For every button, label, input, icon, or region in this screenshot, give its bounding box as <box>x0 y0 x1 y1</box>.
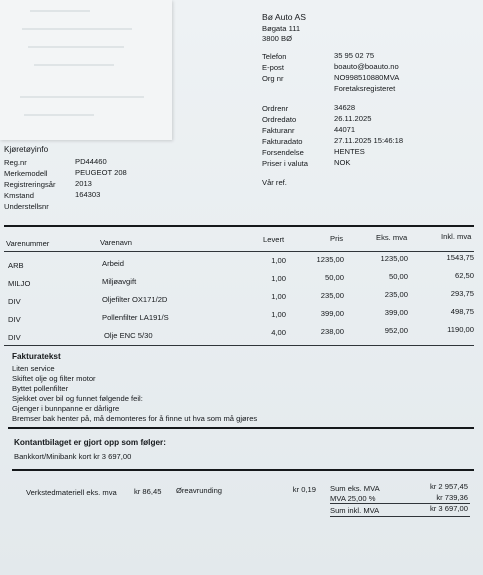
regnr-label: Reg.nr <box>4 158 27 167</box>
register-text: Foretaksregisteret <box>334 84 396 93</box>
fakturatekst-line: Gjenger i bunnpanne er dårligre <box>12 404 120 413</box>
sum-inkl-value: kr 3 697,00 <box>430 504 468 513</box>
payment-top-rule <box>8 427 474 429</box>
table-row-eks: 952,00 <box>384 326 408 335</box>
merke-label: Merkemodell <box>4 169 48 178</box>
email-value: boauto@boauto.no <box>334 62 399 71</box>
fakturatekst-line: Sjekket over bil og funnet følgende feil: <box>12 394 143 403</box>
var-ref-label: Vår ref. <box>262 178 287 187</box>
fakturadato-value: 27.11.2025 15:46:18 <box>334 136 404 145</box>
valuta-label: Priser i valuta <box>262 159 309 168</box>
table-row-inkl: 498,75 <box>450 307 474 316</box>
table-row-nr: DIV <box>8 315 21 324</box>
fakturadato-label: Fakturadato <box>262 137 303 146</box>
table-row-levert: 1,00 <box>271 292 286 301</box>
sum-eks-label: Sum eks. MVA <box>330 484 380 493</box>
oreavrunding-value: kr 0,19 <box>292 485 316 494</box>
sum-bottom-rule <box>330 516 470 517</box>
col-inkl-mva: Inkl. mva <box>441 232 472 241</box>
col-varenummer: Varenummer <box>6 239 50 248</box>
table-row-pris: 1235,00 <box>316 255 344 264</box>
table-row-inkl: 1543,75 <box>446 253 474 262</box>
km-value: 164303 <box>75 190 101 199</box>
fakturatekst-line: Bremser bak henter på, må demonteres for å finne ut hva som må gjøres <box>12 414 258 423</box>
valuta-value: NOK <box>334 158 351 167</box>
phone-label: Telefon <box>262 52 287 61</box>
table-row-levert: 1,00 <box>271 256 286 265</box>
fakturatekst-line: Byttet pollenfilter <box>12 384 69 393</box>
fakturanr-value: 44071 <box>334 125 356 134</box>
ordrenr-label: Ordrenr <box>262 104 289 113</box>
email-label: E-post <box>262 63 284 72</box>
org-value: NO998510880MVA <box>334 73 400 82</box>
fakturanr-label: Fakturanr <box>262 126 295 135</box>
table-row-navn: Olje ENC 5/30 <box>104 331 153 340</box>
mva-label: MVA 25,00 % <box>330 494 376 503</box>
col-varenavn: Varenavn <box>100 238 132 247</box>
company-name: Bø Auto AS <box>262 12 306 22</box>
col-eks-mva: Eks. mva <box>376 233 408 242</box>
sum-inkl-label: Sum inkl. MVA <box>330 506 380 515</box>
phone-value: 35 95 02 75 <box>334 51 375 60</box>
table-row-nr: ARB <box>8 261 24 270</box>
fakturatekst-line: Skiftet olje og filter motor <box>12 374 96 383</box>
forsendelse-label: Forsendelse <box>262 148 304 157</box>
company-city: 3800 BØ <box>262 34 292 43</box>
payment-line: Bankkort/Minibank kort kr 3 697,00 <box>14 452 132 461</box>
verksted-value: kr 86,45 <box>134 487 162 496</box>
aar-label: Registreringsår <box>4 180 56 189</box>
payment-heading: Kontantbilaget er gjort opp som følger: <box>14 438 166 447</box>
ordredato-label: Ordredato <box>262 115 297 124</box>
totals-top-rule <box>12 469 474 471</box>
table-header-rule <box>4 251 474 252</box>
table-row-eks: 399,00 <box>384 308 408 317</box>
aar-value: 2013 <box>75 179 92 188</box>
company-street: Bøgata 111 <box>262 24 301 33</box>
ordredato-value: 26.11.2025 <box>334 114 372 123</box>
table-row-inkl: 62,50 <box>454 271 474 280</box>
mva-value: kr 739,36 <box>436 493 468 502</box>
merke-value: PEUGEOT 208 <box>75 168 127 177</box>
col-pris: Pris <box>330 234 344 243</box>
org-label: Org nr <box>262 74 284 83</box>
col-levert: Levert <box>263 235 285 244</box>
table-row-pris: 399,00 <box>320 309 344 318</box>
ordrenr-value: 34628 <box>334 103 356 112</box>
attached-receipt <box>0 0 172 140</box>
fakturatekst-line: Liten service <box>12 364 55 373</box>
table-row-pris: 50,00 <box>324 273 344 282</box>
table-row-levert: 1,00 <box>271 310 286 319</box>
table-bottom-rule <box>4 345 474 346</box>
table-row-navn: Oljefilter OX171/2D <box>102 295 168 304</box>
understell-label: Understellsnr <box>4 202 49 211</box>
table-row-levert: 4,00 <box>271 328 286 337</box>
sum-eks-value: kr 2 957,45 <box>430 482 468 491</box>
table-row-pris: 235,00 <box>320 291 344 300</box>
table-row-eks: 235,00 <box>384 290 408 299</box>
oreavrunding-label: Øreavrunding <box>176 486 223 495</box>
vehicle-heading: Kjøretøyinfo <box>4 145 49 154</box>
table-row-pris: 238,00 <box>320 327 344 336</box>
table-row-navn: Miljøavgift <box>102 277 137 286</box>
table-row-eks: 50,00 <box>388 272 408 281</box>
table-row-inkl: 293,75 <box>450 289 474 298</box>
table-row-eks: 1235,00 <box>380 254 408 263</box>
table-row-nr: DIV <box>8 297 21 306</box>
table-top-rule <box>4 225 474 227</box>
km-label: Kmstand <box>4 191 34 200</box>
table-row-levert: 1,00 <box>271 274 286 283</box>
fakturatekst-heading: Fakturatekst <box>12 352 61 361</box>
table-row-nr: MILJO <box>8 279 31 288</box>
forsendelse-value: HENTES <box>334 147 365 156</box>
regnr-value: PD44460 <box>75 157 107 166</box>
table-row-inkl: 1190,00 <box>447 325 474 334</box>
table-row-navn: Arbeid <box>102 259 124 268</box>
table-row-navn: Pollenfilter LA191/S <box>102 313 169 322</box>
table-row-nr: DIV <box>8 333 21 342</box>
verksted-label: Verkstedmateriell eks. mva <box>26 488 117 497</box>
